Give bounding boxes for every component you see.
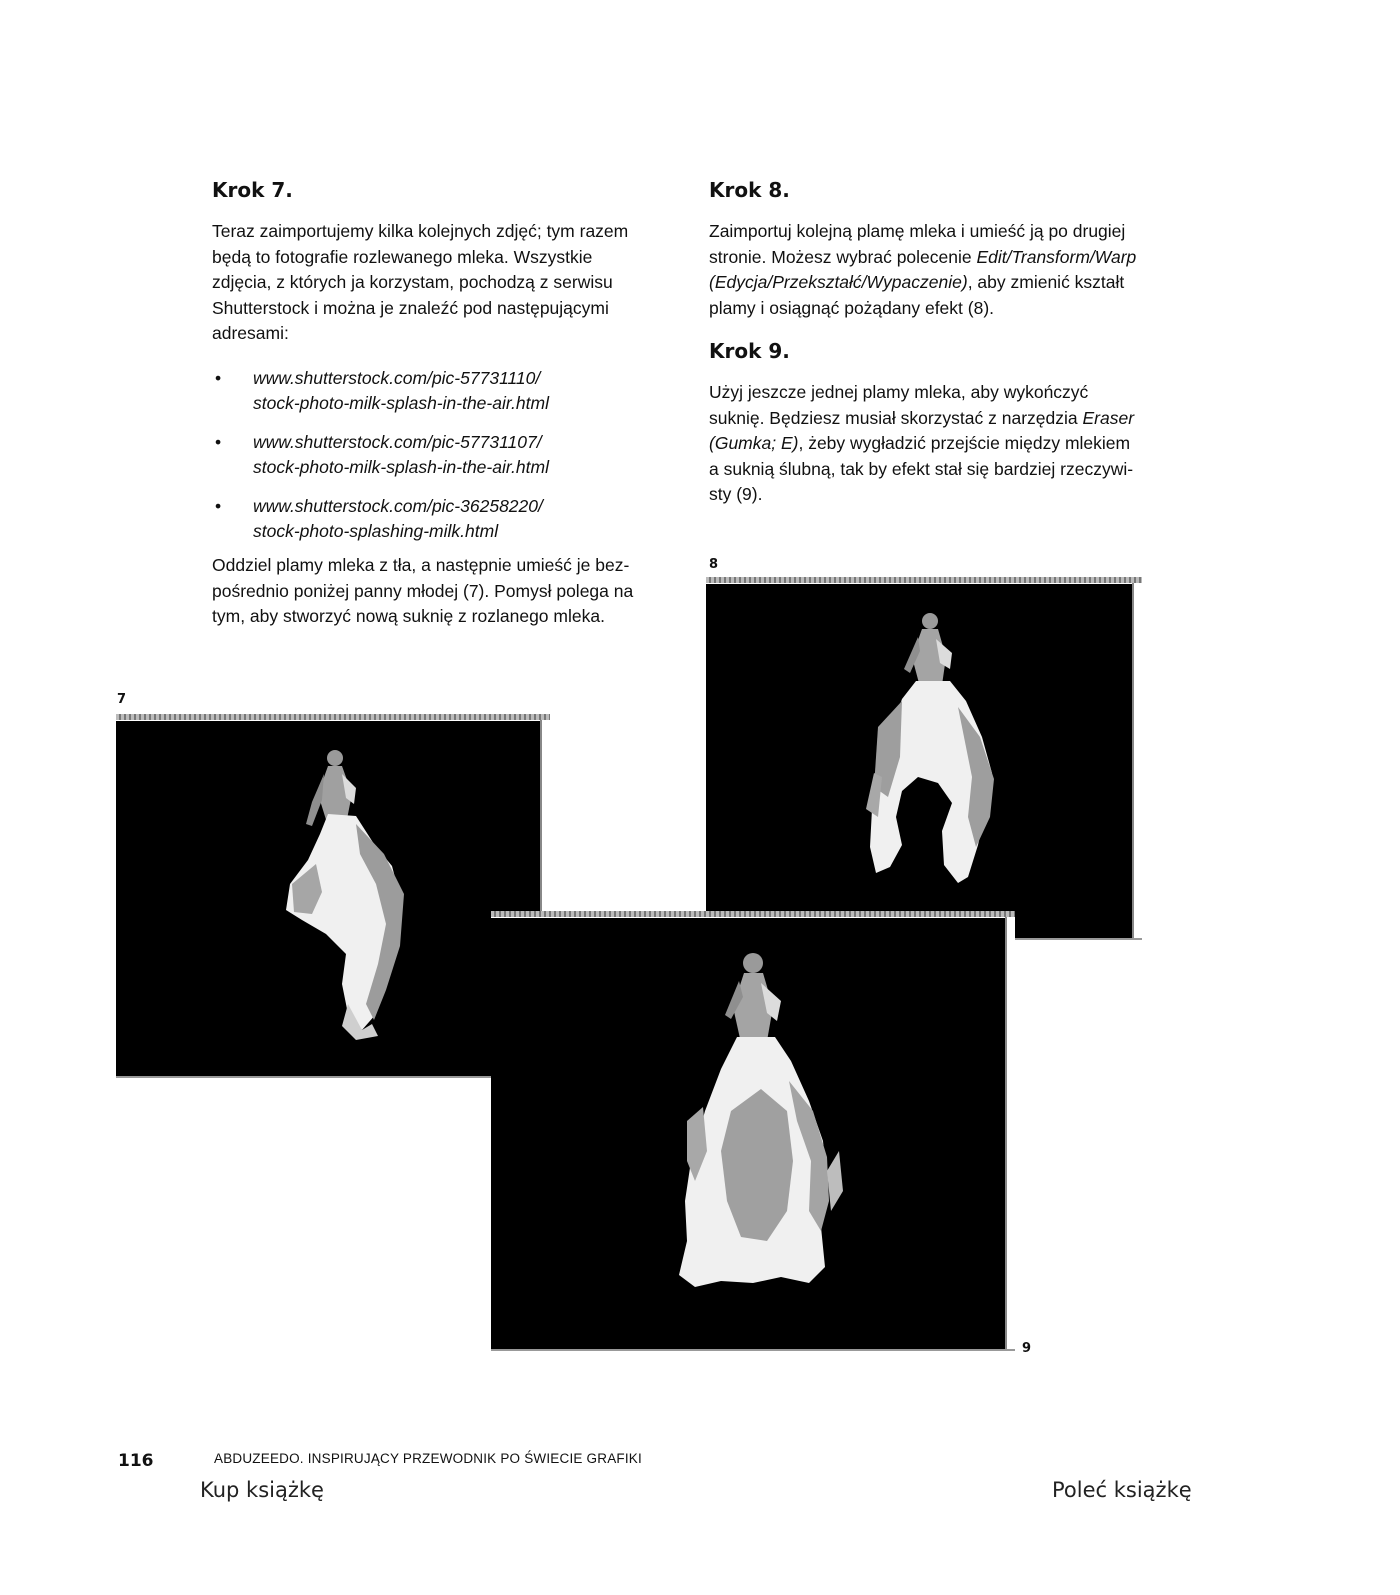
menu-path-translation: (Edycja/Przekształć/Wypaczenie) xyxy=(709,272,968,292)
buy-book-link[interactable]: Kup książkę xyxy=(200,1478,324,1502)
link-text[interactable]: • www.shutterstock.com/pic-36258220/ xyxy=(253,496,543,516)
text-line: Użyj jeszcze jednej plamy mleka, aby wykończyć xyxy=(709,382,1089,402)
step7-outro xyxy=(212,553,682,630)
figure-8-label: 8 xyxy=(709,557,719,572)
text-line: sty (9). xyxy=(709,484,763,504)
step9-paragraph xyxy=(709,380,1189,508)
list-item[interactable] xyxy=(215,430,655,480)
scrollbar[interactable] xyxy=(1132,583,1142,947)
link-text[interactable]: • www.shutterstock.com/pic-57731110/ xyxy=(253,368,541,388)
status-bar xyxy=(116,1076,550,1085)
figure-9-label: 9 xyxy=(1022,1341,1032,1356)
list-item[interactable] xyxy=(215,366,655,416)
status-bar xyxy=(491,1349,1015,1358)
figure-7-label: 7 xyxy=(117,692,127,707)
text-line: tym, aby stworzyć nową suknię z rozlanego mleka. xyxy=(212,606,605,626)
scrollbar[interactable] xyxy=(1005,917,1015,1358)
link-text[interactable]: • www.shutterstock.com/pic-57731107/ xyxy=(253,432,542,452)
text-line: adresami: xyxy=(212,323,289,343)
text-line: zdjęcia, z których ja korzystam, pochodzą z serwisu xyxy=(212,272,613,292)
text-line: będą to fotografie rozlewanego mleka. Wszystkie xyxy=(212,246,593,267)
text-line: Teraz zaimportujemy kilka kolejnych zdjęć; tym razem xyxy=(212,221,629,241)
link-text[interactable]: stock-photo-milk-splash-in-the-air.html xyxy=(253,457,549,477)
text-span: stronie. Możesz wybrać polecenie xyxy=(709,246,977,267)
step8-heading: Krok 8. xyxy=(709,178,790,202)
text-span: suknię. Będziesz musiał skorzystać z narzędzia xyxy=(709,407,1083,428)
step9-heading: Krok 9. xyxy=(709,339,790,363)
text-line: plamy i osiągnąć pożądany efekt (8). xyxy=(709,297,995,318)
text-line xyxy=(709,431,1189,457)
tool-shortcut: (Gumka; E) xyxy=(709,433,799,453)
step7-intro xyxy=(212,219,682,347)
text-span: , żeby wygładzić przejście między mlekiem xyxy=(798,433,1131,453)
figure-9-screenshot xyxy=(491,911,1015,1358)
page-number: 116 xyxy=(118,1451,154,1471)
text-line xyxy=(709,270,1189,296)
text-line: Zaimportuj kolejną plamę mleka i umieść ją po drugiej xyxy=(709,221,1126,241)
tool-name: Eraser xyxy=(1082,407,1135,428)
figure-7-screenshot xyxy=(116,714,550,1085)
text-line xyxy=(709,245,1189,271)
link-list xyxy=(215,366,655,558)
book-title: ABDUZEEDO. INSPIRUJĄCY PRZEWODNIK PO ŚWIECIE GRAFIKI xyxy=(214,1451,642,1466)
text-span: , aby zmienić kształt xyxy=(967,272,1125,292)
bride-milk-dress-image xyxy=(706,577,1142,947)
link-text[interactable]: stock-photo-milk-splash-in-the-air.html xyxy=(253,393,549,413)
figure-8-screenshot xyxy=(706,577,1142,947)
menu-path: Edit/Transform/Warp xyxy=(976,246,1137,267)
step8-paragraph xyxy=(709,219,1189,321)
link-text[interactable]: stock-photo-splashing-milk.html xyxy=(253,521,499,541)
text-line xyxy=(709,406,1189,432)
text-line: Shutterstock i można je znaleźć pod następującymi xyxy=(212,297,609,318)
text-line: pośrednio poniżej panny młodej (7). Pomysł polega na xyxy=(212,580,634,601)
step7-heading: Krok 7. xyxy=(212,178,293,202)
recommend-book-link[interactable]: Poleć książkę xyxy=(1052,1478,1192,1502)
text-line: Oddziel plamy mleka z tła, a następnie umieść je bez- xyxy=(212,555,630,575)
bride-milk-dress-image xyxy=(491,911,1015,1358)
bride-milk-dress-image xyxy=(116,714,550,1085)
list-item[interactable] xyxy=(215,494,655,544)
text-line: a suknią ślubną, tak by efekt stał się bardziej rzeczywi- xyxy=(709,458,1134,479)
